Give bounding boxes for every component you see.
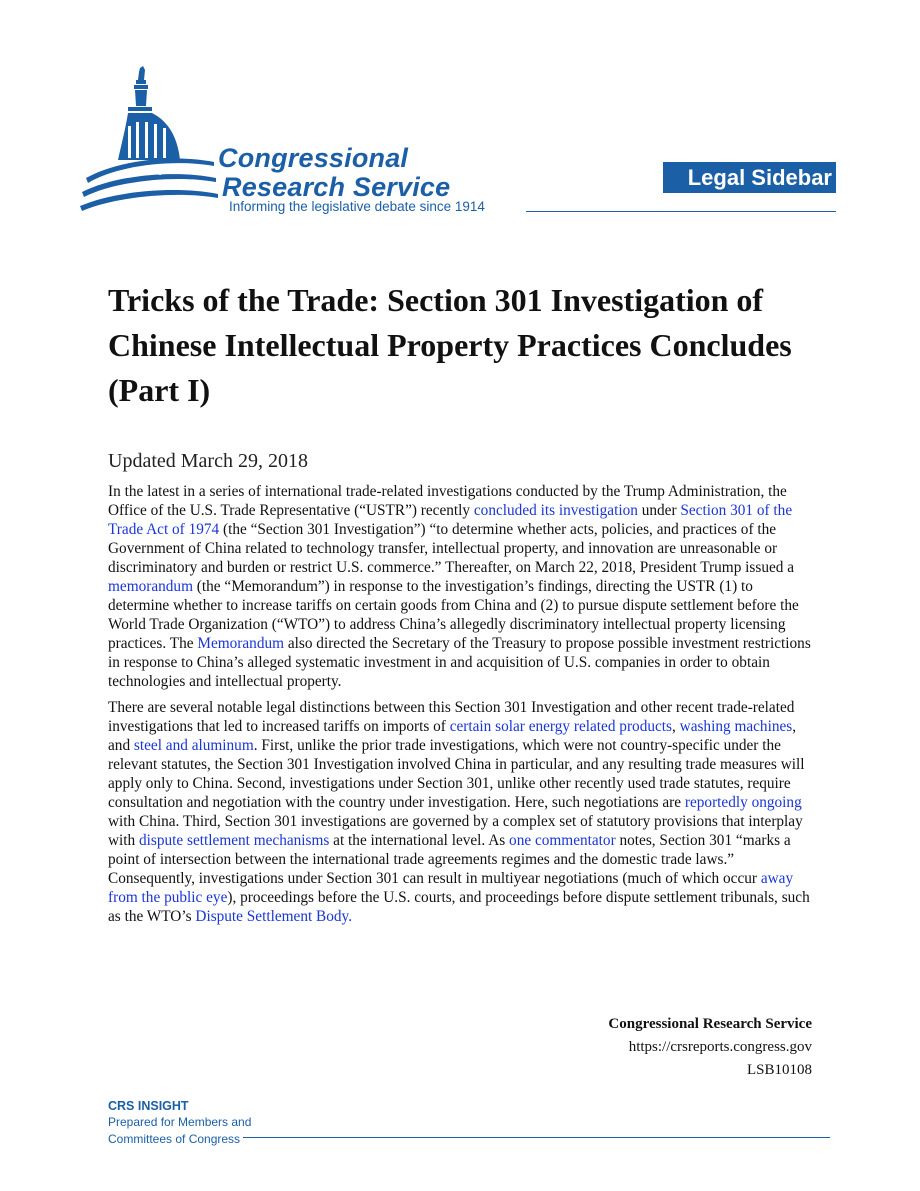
report-id: LSB10108 bbox=[746, 1062, 812, 1078]
text-run: . First, unlike the prior trade investigations, which were not country-specific under the relevant statutes, the Section 301 Investigation involved China in particular, and any resulting trade measures will apply only to China. Second, investigations under Section 301, unlike other recently used trade statutes, require consultation and negotiation with the country under investigation. Here, such negotiations are bbox=[108, 737, 805, 811]
tagline: Informing the legislative debate since 1914 bbox=[229, 199, 485, 214]
brand-line-2: Research Service bbox=[222, 172, 451, 202]
text-run: There are several notable legal distinctions between this Section 301 Investigation and other recent trade-related investigations that led to increased tariffs on imports of bbox=[108, 699, 795, 735]
link-dispute-settlement-body[interactable]: Dispute Settlement Body. bbox=[195, 908, 353, 925]
link-memorandum-2[interactable]: Memorandum bbox=[197, 635, 285, 652]
brand-line-1: Congressional bbox=[218, 143, 409, 173]
link-section-301[interactable]: Section 301 of the Trade Act of 1974 bbox=[108, 502, 793, 538]
text-run: at the international level. As bbox=[329, 832, 510, 849]
capitol-dome-icon bbox=[78, 62, 218, 222]
report-info bbox=[608, 1013, 812, 1082]
crs-insight-label: CRS INSIGHT bbox=[108, 1099, 189, 1113]
prepared-line-1: Prepared for Members and bbox=[108, 1115, 252, 1129]
link-washing-machines[interactable]: washing machines bbox=[679, 718, 793, 735]
paragraph-1 bbox=[108, 482, 816, 691]
text-run: In the latest in a series of international trade-related investigations conducted by the Trump Administration, the Office of the U.S. Trade Representative (“USTR”) recently bbox=[108, 483, 787, 519]
footer-label bbox=[108, 1099, 251, 1148]
link-concluded-investigation[interactable]: concluded its investigation bbox=[473, 502, 638, 519]
text-run: (the “Section 301 Investigation”) “to determine whether acts, policies, and practices of the Government of China related to technology transfer, intellectual property, and innovation are unreasonable or discriminatory and burden or restrict U.S. commerce.” Thereafter, on March 22, 2018, President Trump issued a bbox=[108, 521, 795, 576]
link-dispute-settlement-mechanisms[interactable]: dispute settlement mechanisms bbox=[139, 832, 330, 849]
link-away-from-public-eye[interactable]: away from the public eye bbox=[108, 870, 794, 906]
report-org: Congressional Research Service bbox=[608, 1016, 812, 1032]
prepared-line-2: Committees of Congress bbox=[108, 1132, 241, 1146]
brand-wordmark bbox=[218, 144, 450, 202]
report-url[interactable]: https://crsreports.congress.gov bbox=[628, 1039, 812, 1055]
paragraph-2 bbox=[108, 698, 816, 926]
link-solar-products[interactable]: certain solar energy related products bbox=[449, 718, 672, 735]
text-run: ), proceedings before the U.S. courts, and proceedings before dispute settlement tribunals, such as the WTO’s bbox=[108, 889, 810, 925]
article-body bbox=[108, 482, 816, 933]
updated-date: Updated March 29, 2018 bbox=[108, 450, 308, 472]
text-run: notes, Section 301 “marks a point of intersection between the international trade agreements regimes and the domestic trade laws.” Consequently, investigations under Section 301 can result in multiyear negotiations (much of which occur bbox=[108, 832, 791, 887]
text-run: under bbox=[637, 502, 681, 519]
text-run: also directed the Secretary of the Treasury to propose possible investment restrictions in response to China’s alleged systematic investment in and acquisition of U.S. companies in order to obtain technologies and intellectual property. bbox=[108, 635, 811, 690]
header-rule bbox=[526, 211, 836, 212]
link-reportedly-ongoing[interactable]: reportedly ongoing bbox=[684, 794, 802, 811]
link-one-commentator[interactable]: one commentator bbox=[509, 832, 616, 849]
page-title: Tricks of the Trade: Section 301 Investigation of Chinese Intellectual Property Practices Concludes (Part I) bbox=[108, 282, 792, 408]
link-memorandum[interactable]: memorandum bbox=[108, 578, 193, 595]
text-run: , bbox=[671, 718, 680, 735]
text-run: , and bbox=[108, 718, 797, 754]
link-steel-aluminum[interactable]: steel and aluminum bbox=[133, 737, 254, 754]
text-run: with China. Third, Section 301 investigations are governed by a complex set of statutory provisions that interplay with bbox=[108, 813, 803, 849]
text-run: (the “Memorandum”) in response to the investigation’s findings, directing the USTR (1) to determine whether to increase tariffs on certain goods from China and (2) to pursue dispute settlement before the World Trade Organization (“WTO”) to address China’s allegedly discriminatory intellectual property licensing practices. The bbox=[108, 578, 799, 652]
legal-sidebar-badge: Legal Sidebar bbox=[663, 162, 836, 193]
footer-rule bbox=[243, 1137, 830, 1138]
